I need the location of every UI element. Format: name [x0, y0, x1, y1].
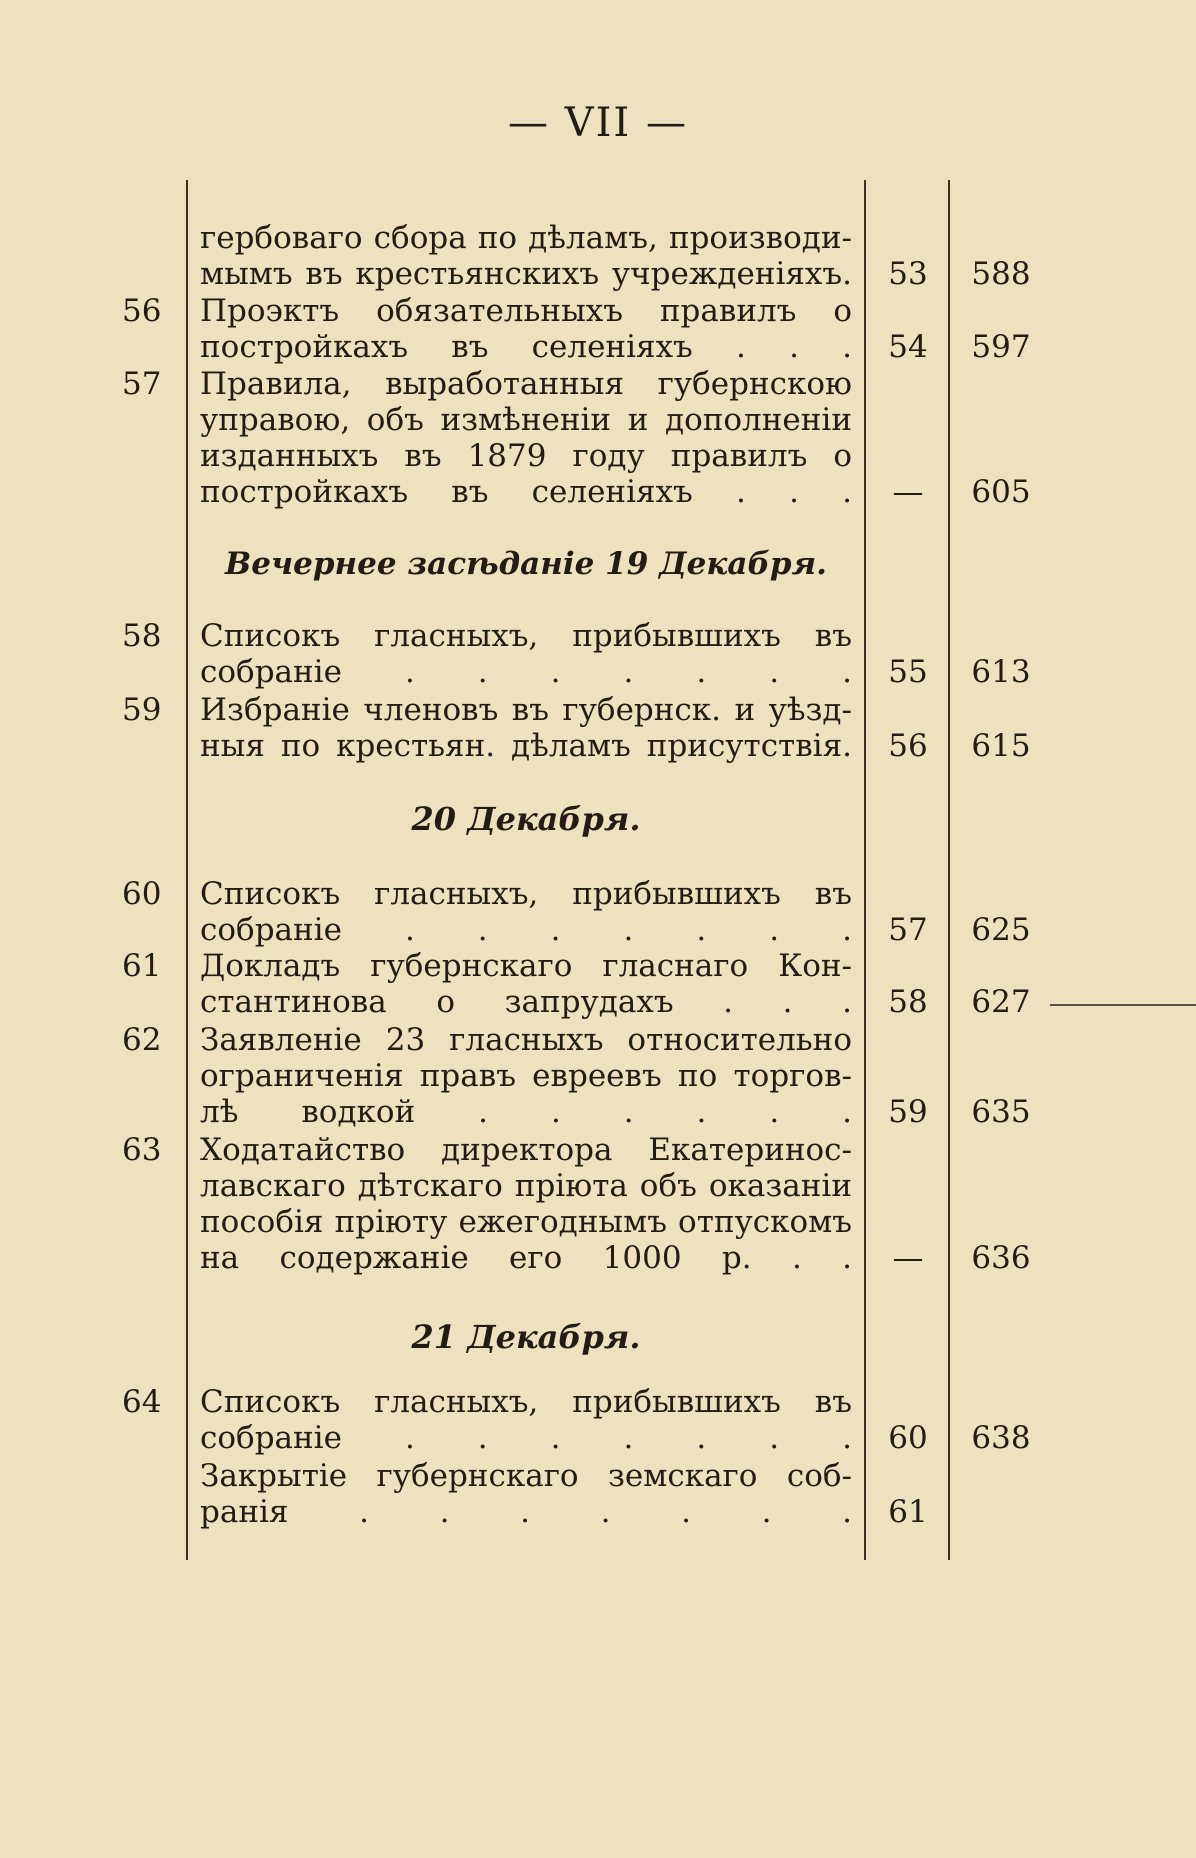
entry-number: 60 — [122, 876, 162, 912]
total-page-ref: 625 — [971, 912, 1031, 948]
entry-text-line: пособія пріюту ежегоднымъ отпускомъ — [200, 1204, 852, 1240]
section-heading: Вечернее засѣданіе 19 Декабря. — [225, 546, 827, 582]
entry-text-line: Проэктъ обязательныхъ правилъ о — [200, 293, 852, 329]
page-ref: — — [892, 474, 924, 510]
entry-text-line: на содержаніе его 1000 р. . . — [200, 1240, 852, 1276]
total-page-ref: 627 — [971, 984, 1031, 1020]
entry-text-line: лавскаго дѣтскаго пріюта объ оказаніи — [200, 1168, 852, 1204]
entry-number: 59 — [122, 692, 162, 728]
entry-text-line: ранія . . . . . . . — [200, 1494, 852, 1530]
entry-text-line: управою, объ измѣненіи и дополненіи — [200, 402, 852, 438]
page-ref: 61 — [888, 1494, 928, 1530]
left-rule — [186, 180, 188, 1560]
right-rule — [948, 180, 950, 1560]
entry-text-line: мымъ въ крестьянскихъ учрежденіяхъ. — [200, 256, 852, 292]
page-ref: 53 — [888, 256, 928, 292]
total-page-ref: 613 — [971, 654, 1031, 690]
entry-text-line: собраніе . . . . . . . — [200, 912, 852, 948]
entry-text-line: Списокъ гласныхъ, прибывшихъ въ — [200, 1384, 852, 1420]
entry-text-line: Избраніе членовъ въ губернск. и уѣзд- — [200, 692, 852, 728]
entry-number: 57 — [122, 366, 162, 402]
entry-text-line: Докладъ губернскаго гласнаго Кон- — [200, 948, 852, 984]
entry-text-line: гербоваго сбора по дѣламъ, производи- — [200, 220, 852, 256]
total-page-ref: 597 — [971, 329, 1031, 365]
total-page-ref: 636 — [971, 1240, 1031, 1276]
entry-number: 62 — [122, 1022, 162, 1058]
entry-number: 61 — [122, 948, 162, 984]
entry-text-line: собраніе . . . . . . . — [200, 1420, 852, 1456]
page-ref: 55 — [888, 654, 928, 690]
page-ref: 56 — [888, 728, 928, 764]
entry-text-line: Заявленіе 23 гласныхъ относительно — [200, 1022, 852, 1058]
total-page-ref: 615 — [971, 728, 1031, 764]
total-page-ref: 588 — [971, 256, 1031, 292]
entry-text-line: Ходатайство директора Екатеринос- — [200, 1132, 852, 1168]
entry-text-line: Правила, выработанныя губернскою — [200, 366, 852, 402]
entry-text-line: ограниченія правъ евреевъ по торгов- — [200, 1058, 852, 1094]
entry-text-line: изданныхъ въ 1879 году правилъ о — [200, 438, 852, 474]
entry-number: 63 — [122, 1132, 162, 1168]
page-ref: 54 — [888, 329, 928, 365]
entry-number: 58 — [122, 618, 162, 654]
page-ref: — — [892, 1240, 924, 1276]
margin-mark — [1050, 1004, 1196, 1006]
entry-text-line: постройкахъ въ селеніяхъ . . . — [200, 329, 852, 365]
entry-text-line: Закрытіе губернскаго земскаго соб- — [200, 1458, 852, 1494]
total-page-ref: 635 — [971, 1094, 1031, 1130]
page-ref: 58 — [888, 984, 928, 1020]
total-page-ref: 605 — [971, 474, 1031, 510]
entry-text-line: лѣ водкой . . . . . . — [200, 1094, 852, 1130]
entry-number: 56 — [122, 293, 162, 329]
entry-text-line: ныя по крестьян. дѣламъ присутствія. — [200, 728, 852, 764]
middle-rule — [864, 180, 866, 1560]
page-ref: 57 — [888, 912, 928, 948]
entry-text-line: Списокъ гласныхъ, прибывшихъ въ — [200, 618, 852, 654]
section-heading: 21 Декабря. — [411, 1318, 641, 1356]
section-heading: 20 Декабря. — [411, 800, 641, 838]
entry-number: 64 — [122, 1384, 162, 1420]
total-page-ref: 638 — [971, 1420, 1031, 1456]
page-ref: 59 — [888, 1094, 928, 1130]
entry-text-line: постройкахъ въ селеніяхъ . . . — [200, 474, 852, 510]
entry-text-line: стантинова о запрудахъ . . . — [200, 984, 852, 1020]
page-ref: 60 — [888, 1420, 928, 1456]
entry-text-line: Списокъ гласныхъ, прибывшихъ въ — [200, 876, 852, 912]
page-number: — VII — — [508, 100, 688, 146]
entry-text-line: собраніе . . . . . . . — [200, 654, 852, 690]
